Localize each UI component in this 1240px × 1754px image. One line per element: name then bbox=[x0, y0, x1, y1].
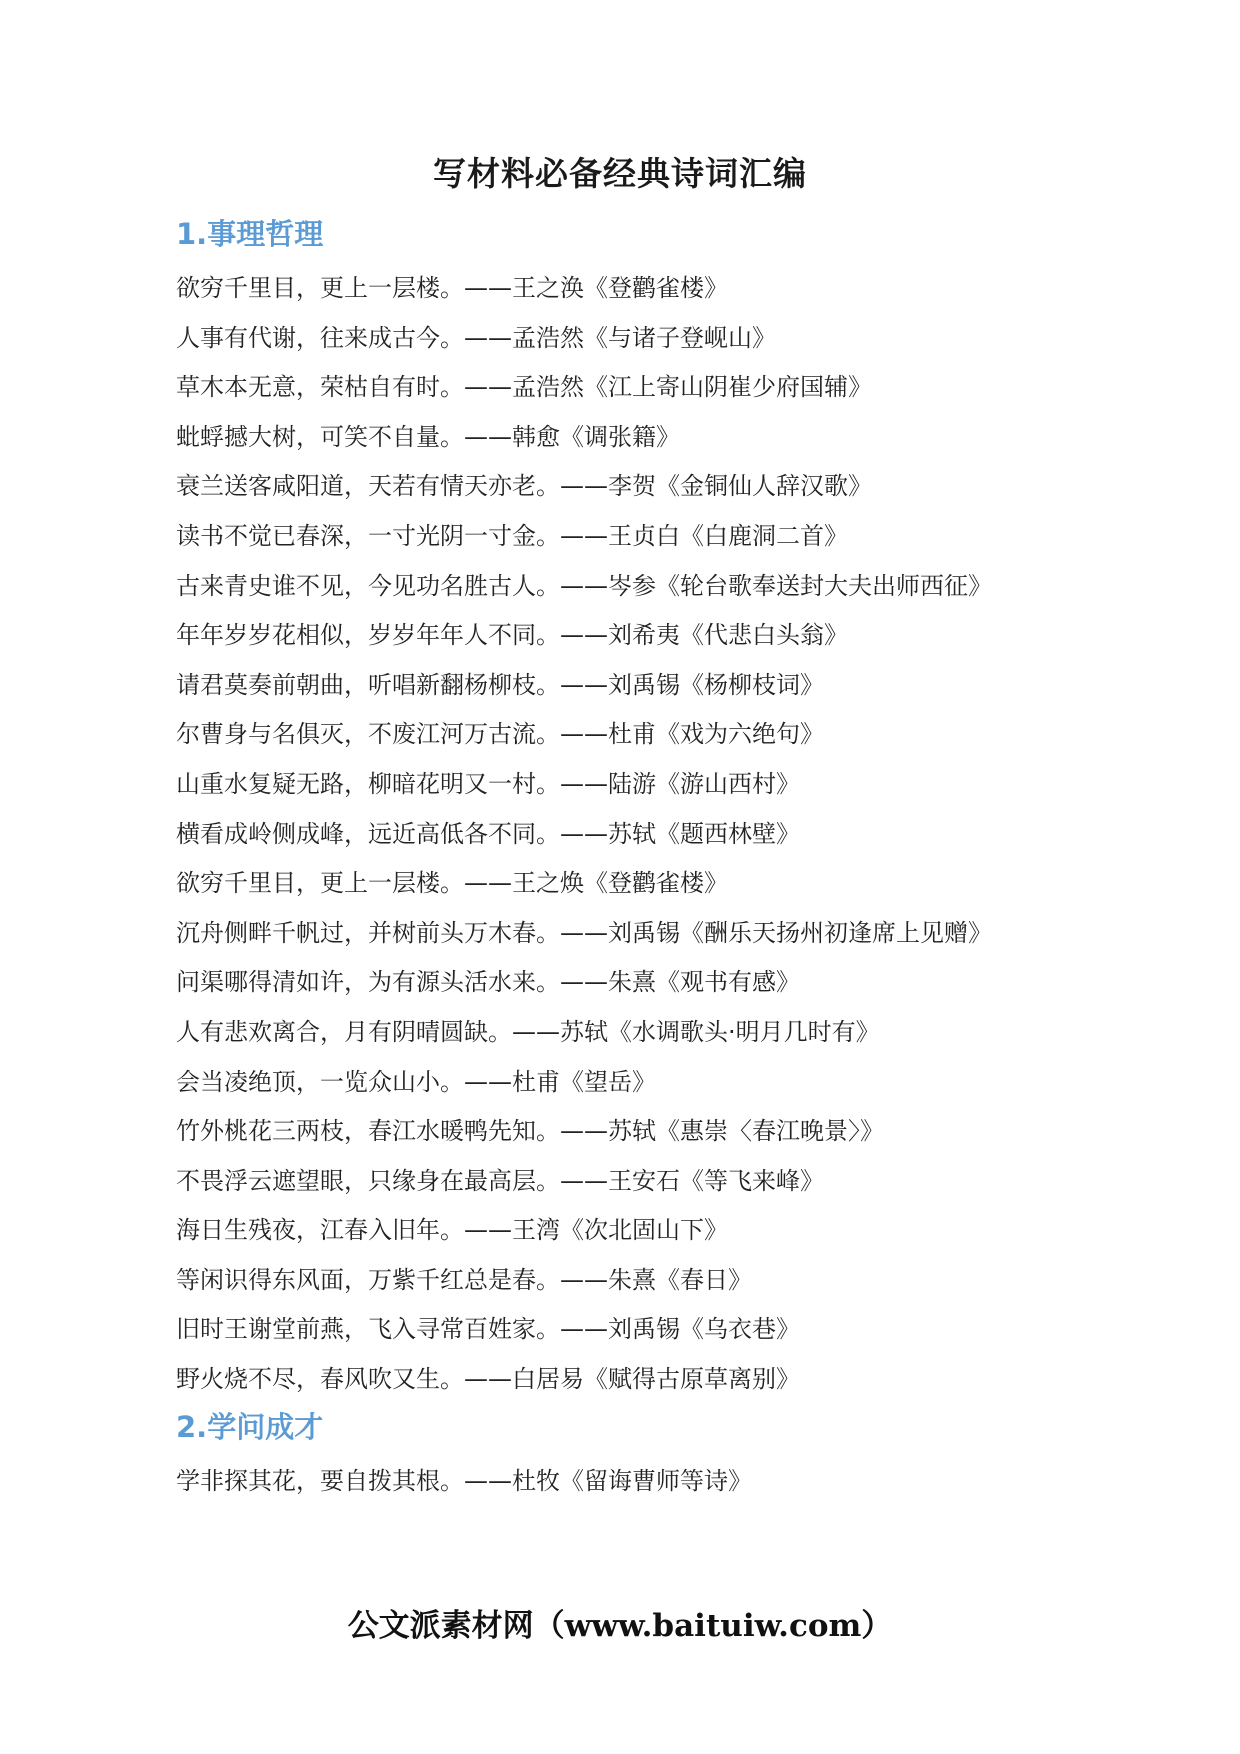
poem-line: 等闲识得东风面，万紫千红总是春。——朱熹《春日》 bbox=[176, 1265, 752, 1294]
poem-line: 读书不觉已春深，一寸光阴一寸金。——王贞白《白鹿洞二首》 bbox=[176, 521, 848, 550]
poem-line: 蚍蜉撼大树，可笑不自量。——韩愈《调张籍》 bbox=[176, 422, 680, 451]
section-heading: 2.学问成才 bbox=[176, 1409, 324, 1444]
poem-line: 沉舟侧畔千帆过，并树前头万木春。——刘禹锡《酬乐天扬州初逢席上见赠》 bbox=[176, 918, 992, 947]
section-philosophy bbox=[176, 210, 1176, 1405]
poem-line: 学非探其花，要自拨其根。——杜牧《留诲曹师等诗》 bbox=[176, 1466, 752, 1495]
poem-line: 请君莫奏前朝曲，听唱新翻杨柳枝。——刘禹锡《杨柳枝词》 bbox=[176, 670, 824, 699]
poem-line: 欲穷千里目，更上一层楼。——王之焕《登鹳雀楼》 bbox=[176, 869, 728, 898]
poem-line: 古来青史谁不见，今见功名胜古人。——岑参《轮台歌奉送封大夫出师西征》 bbox=[176, 571, 992, 600]
document-title: 写材料必备经典诗词汇编 bbox=[433, 154, 807, 193]
poem-line: 欲穷千里目，更上一层楼。——王之涣《登鹳雀楼》 bbox=[176, 274, 728, 302]
poem-line: 人有悲欢离合，月有阴晴圆缺。——苏轼《水调歌头·明月几时有》 bbox=[176, 1017, 880, 1046]
poem-line: 草木本无意，荣枯自有时。——孟浩然《江上寄山阴崔少府国辅》 bbox=[176, 373, 872, 402]
poem-line: 野火烧不尽，春风吹又生。——白居易《赋得古原草离别》 bbox=[176, 1365, 800, 1394]
poem-line: 海日生残夜，江春入旧年。——王湾《次北固山下》 bbox=[176, 1216, 728, 1245]
poem-line: 横看成岭侧成峰，远近高低各不同。——苏轼《题西林壁》 bbox=[176, 819, 800, 848]
poem-line-list bbox=[176, 264, 1176, 1405]
poem-line: 山重水复疑无路，柳暗花明又一村。——陆游《游山西村》 bbox=[176, 769, 800, 798]
poem-line: 竹外桃花三两枝，春江水暖鸭先知。——苏轼《惠崇〈春江晚景〉》 bbox=[176, 1117, 884, 1146]
poem-line: 人事有代谢，往来成古今。——孟浩然《与诸子登岘山》 bbox=[176, 323, 776, 352]
poem-line: 会当凌绝顶，一览众山小。——杜甫《望岳》 bbox=[176, 1067, 656, 1096]
section-heading: 1.事理哲理 bbox=[176, 217, 324, 251]
poem-line: 尔曹身与名俱灭，不废江河万古流。——杜甫《戏为六绝句》 bbox=[176, 720, 824, 749]
poem-line: 衰兰送客咸阳道，天若有情天亦老。——李贺《金铜仙人辞汉歌》 bbox=[176, 472, 872, 501]
poem-line: 年年岁岁花相似，岁岁年年人不同。——刘希夷《代悲白头翁》 bbox=[176, 621, 848, 650]
section-learning bbox=[176, 1403, 1176, 1507]
poem-line-list bbox=[176, 1457, 1176, 1507]
document-body bbox=[176, 210, 1176, 1506]
poem-line: 问渠哪得清如许，为有源头活水来。——朱熹《观书有感》 bbox=[176, 968, 800, 997]
poem-line: 不畏浮云遮望眼，只缘身在最高层。——王安石《等飞来峰》 bbox=[176, 1166, 824, 1195]
poem-line: 旧时王谢堂前燕，飞入寻常百姓家。——刘禹锡《乌衣巷》 bbox=[176, 1315, 800, 1344]
footer-source: 公文派素材网（www.baituiw.com） bbox=[347, 1608, 893, 1644]
